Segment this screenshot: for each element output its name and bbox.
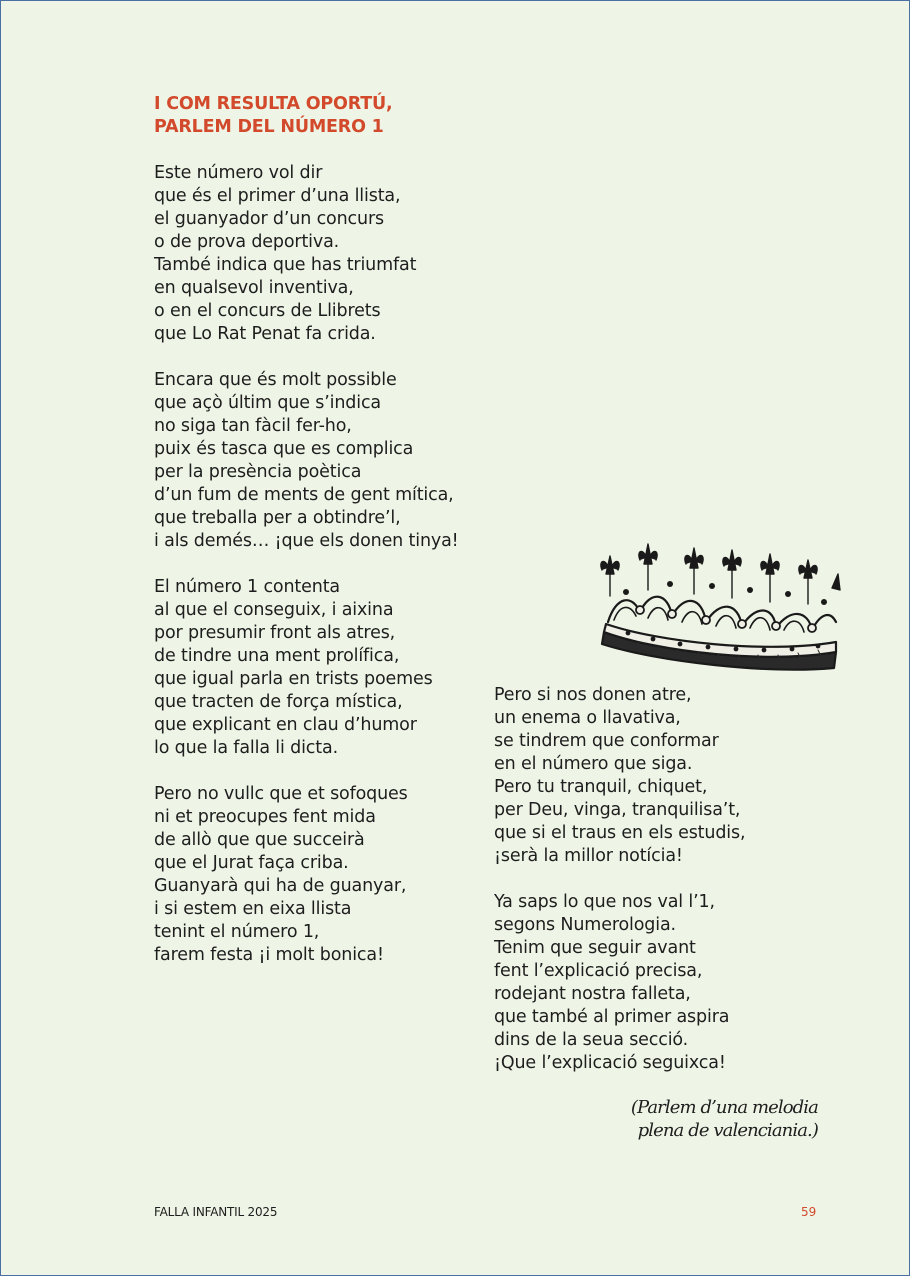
crown-icon	[598, 534, 842, 672]
poem-line: lo que la falla li dicta.	[154, 738, 338, 758]
poem-title	[154, 93, 392, 139]
poem-line: que el Jurat faça criba.	[154, 853, 349, 873]
poem-right-column	[494, 684, 745, 1075]
poem-line: que si el traus en els estudis,	[494, 823, 746, 843]
poem-line: Pero no vullc que et sofoques	[154, 784, 408, 804]
poem-line: El número 1 contenta	[154, 577, 340, 597]
poem-line: ¡serà la millor notícia!	[494, 846, 683, 866]
poem-line: puix és tasca que es complica	[154, 439, 414, 459]
signoff	[631, 1096, 818, 1142]
poem-line: Pero tu tranquil, chiquet,	[494, 777, 708, 797]
poem-line: ni et preocupes fent mida	[154, 807, 376, 827]
poem-stanza	[154, 783, 459, 967]
poem-line: en qualsevol inventiva,	[154, 278, 354, 298]
poem-line: de allò que que succeirà	[154, 830, 365, 850]
poem-line: o de prova deportiva.	[154, 232, 340, 252]
poem-stanza	[494, 891, 745, 1075]
poem-line: fent l’explicació precisa,	[494, 961, 703, 981]
poem-title-line-2: PARLEM DEL NÚMERO 1	[154, 117, 384, 137]
poem-line: un enema o llavativa,	[494, 708, 681, 728]
poem-line: o en el concurs de Llibrets	[154, 301, 381, 321]
poem-line: ¡Que l’explicació seguixca!	[494, 1053, 726, 1073]
poem-line: Este número vol dir	[154, 163, 323, 183]
poem-line: per la presència poètica	[154, 462, 362, 482]
poem-line: per Deu, vinga, tranquilisa’t,	[494, 800, 741, 820]
poem-line: i si estem en eixa llista	[154, 899, 352, 919]
signoff-line-1: (Parlem d’una melodia	[630, 1097, 818, 1118]
signoff-line-2: plena de valenciania.)	[637, 1120, 818, 1141]
poem-title-line-1: I COM RESULTA OPORTÚ,	[154, 94, 393, 114]
poem-line: que és el primer d’una llista,	[154, 186, 401, 206]
poem-line: que també al primer aspira	[494, 1007, 730, 1027]
poem-line: que treballa per a obtindre’l,	[154, 508, 401, 528]
poem-line: farem festa ¡i molt bonica!	[154, 945, 384, 965]
poem-line: També indica que has triumfat	[154, 255, 417, 275]
poem-line: de tindre una ment prolífica,	[154, 646, 400, 666]
poem-line: el guanyador d’un concurs	[154, 209, 384, 229]
poem-stanza	[154, 162, 459, 346]
poem-line: Pero si nos donen atre,	[494, 685, 692, 705]
poem-line: tenint el número 1,	[154, 922, 320, 942]
poem-line: que explicant en clau d’humor	[154, 715, 417, 735]
poem-line: se tindrem que conformar	[494, 731, 719, 751]
footer-page-number: 59	[801, 1205, 817, 1219]
poem-line: no siga tan fàcil fer-ho,	[154, 416, 352, 436]
poem-line: que Lo Rat Penat fa crida.	[154, 324, 376, 344]
poem-line: por presumir front als atres,	[154, 623, 396, 643]
poem-line: al que el conseguix, i aixina	[154, 600, 394, 620]
poem-line: que tracten de força mística,	[154, 692, 403, 712]
poem-line: Encara que és molt possible	[154, 370, 397, 390]
poem-line: Tenim que seguir avant	[494, 938, 696, 958]
poem-line: rodejant nostra falleta,	[494, 984, 691, 1004]
poem-line: que igual parla en trists poemes	[154, 669, 433, 689]
poem-stanza	[494, 684, 745, 868]
poem-line: i als demés… ¡que els donen tinya!	[154, 531, 459, 551]
poem-left-column	[154, 162, 459, 967]
poem-line: dins de la seua secció.	[494, 1030, 689, 1050]
poem-line: en el número que siga.	[494, 754, 693, 774]
poem-line: segons Numerologia.	[494, 915, 676, 935]
poem-stanza	[154, 576, 459, 760]
poem-stanza	[154, 369, 459, 553]
poem-line: que açò últim que s’indica	[154, 393, 382, 413]
poem-line: Ya saps lo que nos val l’1,	[494, 892, 715, 912]
poem-line: d’un fum de ments de gent mítica,	[154, 485, 454, 505]
footer-publication: FALLA INFANTIL 2025	[154, 1205, 278, 1219]
poem-line: Guanyarà qui ha de guanyar,	[154, 876, 407, 896]
